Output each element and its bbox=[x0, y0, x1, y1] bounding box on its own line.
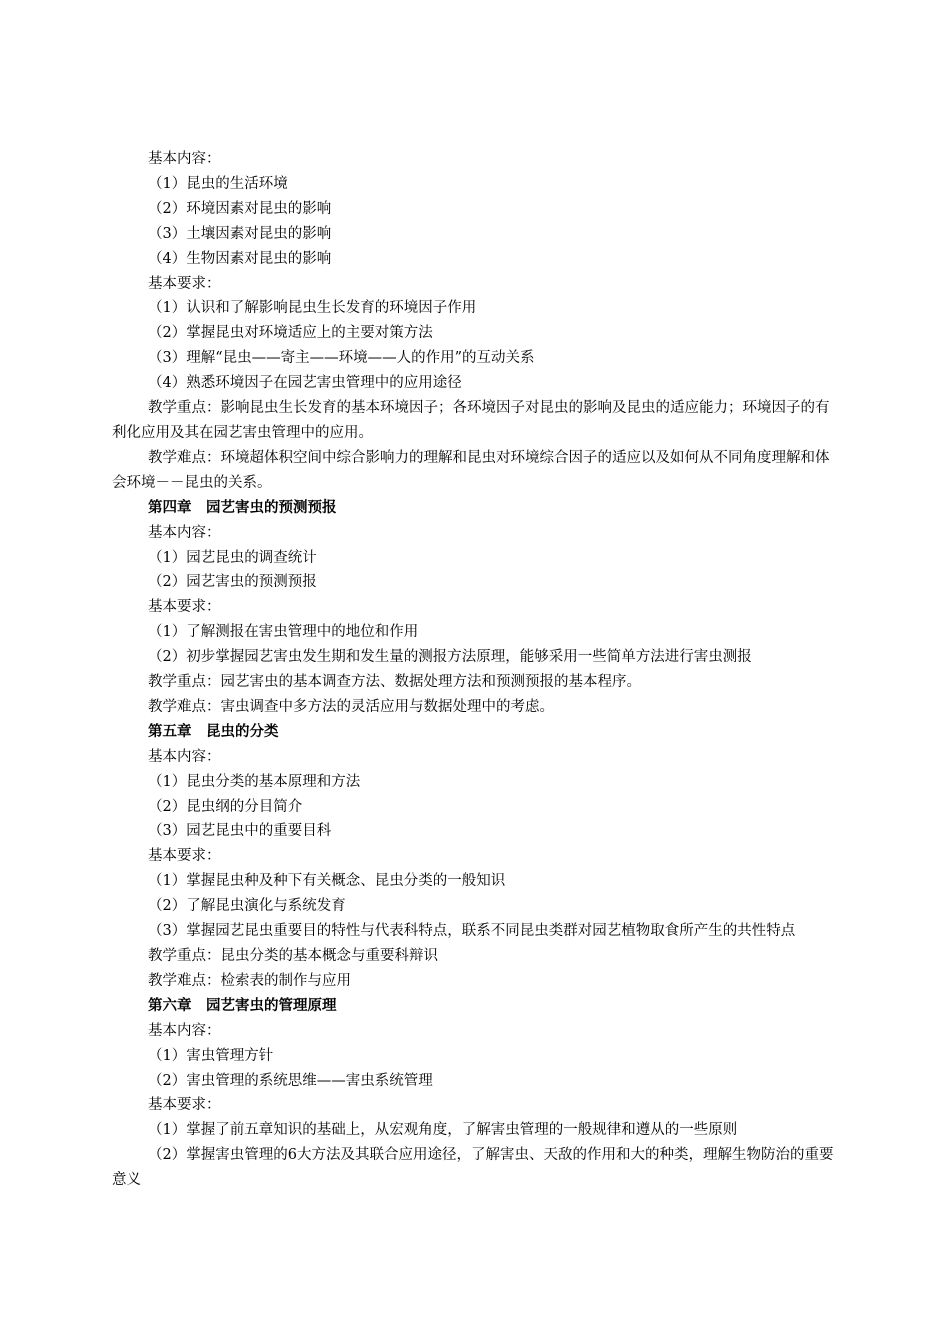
text-line: （4）生物因素对昆虫的影响 bbox=[148, 250, 332, 267]
paragraph: 教学重点：影响昆虫生长发育的基本环境因子；各环境因子对昆虫的影响及昆虫的适应能力；环境因子的有利化应用及其在园艺害虫管理中的应用。 bbox=[112, 400, 830, 441]
text-line: （1）昆虫分类的基本原理和方法 bbox=[148, 773, 361, 790]
text-line: （4）熟悉环境因子在园艺害虫管理中的应用途径 bbox=[148, 375, 462, 392]
text-line: 教学难点：害虫调查中多方法的灵活应用与数据处理中的考虑。 bbox=[148, 698, 554, 715]
paragraph: （2）掌握害虫管理的6大方法及其联合应用途径，了解害虫、天敌的作用和大的种类，理解生物防治的重要意义 bbox=[112, 1147, 834, 1189]
text-line: （2）昆虫纲的分目简介 bbox=[148, 798, 303, 815]
text-line: 基本内容： bbox=[148, 151, 221, 167]
paragraph: （3）掌握园艺昆虫重要目的特性与代表科特点，联系不同昆虫类群对园艺植物取食所产生的共性特点 bbox=[148, 923, 796, 940]
text-line: （3）园艺昆虫中的重要目科 bbox=[148, 823, 332, 840]
text-line: （1）害虫管理方针 bbox=[148, 1047, 274, 1064]
text-line: （2）了解昆虫演化与系统发育 bbox=[148, 898, 346, 915]
text-line: （3）土壤因素对昆虫的影响 bbox=[148, 225, 332, 242]
text-line: （1）园艺昆虫的调查统计 bbox=[148, 549, 317, 566]
text-line: 基本要求： bbox=[148, 275, 221, 292]
text-line: （2）初步掌握园艺害虫发生期和发生量的测报方法原理，能够采用一些简单方法进行害虫测报 bbox=[148, 649, 752, 666]
text-line: 基本要求： bbox=[148, 1097, 221, 1114]
chapter-heading: 第六章 园艺害虫的管理原理 bbox=[148, 996, 337, 1014]
text-line: （1）掌握昆虫种及种下有关概念、昆虫分类的一般知识 bbox=[148, 873, 506, 890]
text-line: 基本内容： bbox=[148, 1022, 221, 1039]
chapter-heading: 第四章 园艺害虫的预测预报 bbox=[148, 498, 337, 516]
text-line: 教学难点：检索表的制作与应用 bbox=[148, 972, 351, 989]
text-line: 基本内容： bbox=[148, 748, 221, 765]
text-line: 基本要求： bbox=[148, 599, 221, 616]
chapter-heading: 第五章 昆虫的分类 bbox=[148, 722, 279, 740]
document-body bbox=[112, 147, 840, 1193]
text-line: （1）掌握了前五章知识的基础上，从宏观角度，了解害虫管理的一般规律和遵从的一些原则 bbox=[148, 1122, 738, 1139]
text-line: （2）害虫管理的系统思维——害虫系统管理 bbox=[148, 1072, 433, 1089]
text-line: 教学重点：昆虫分类的基本概念与重要科辩识 bbox=[148, 948, 438, 964]
text-line: （1）昆虫的生活环境 bbox=[148, 175, 288, 192]
text-line: （3）理解“昆虫——寄主——环境——人的作用”的互动关系 bbox=[148, 350, 535, 367]
text-line: （2）环境因素对昆虫的影响 bbox=[148, 200, 332, 217]
paragraph: 教学难点：环境超体积空间中综合影响力的理解和昆虫对环境综合因子的适应以及如何从不同角度理解和体会环境－－昆虫的关系。 bbox=[112, 449, 830, 491]
text-line: 基本要求： bbox=[148, 848, 221, 865]
text-line: （2）掌握昆虫对环境适应上的主要对策方法 bbox=[148, 325, 433, 342]
text-line: 基本内容： bbox=[148, 524, 221, 541]
text-line: 教学重点：园艺害虫的基本调查方法、数据处理方法和预测预报的基本程序。 bbox=[148, 674, 641, 691]
text-line: （1）认识和了解影响昆虫生长发育的环境因子作用 bbox=[148, 300, 477, 317]
text-line: （1）了解测报在害虫管理中的地位和作用 bbox=[148, 624, 419, 641]
text-line: （2）园艺害虫的预测预报 bbox=[148, 574, 317, 591]
